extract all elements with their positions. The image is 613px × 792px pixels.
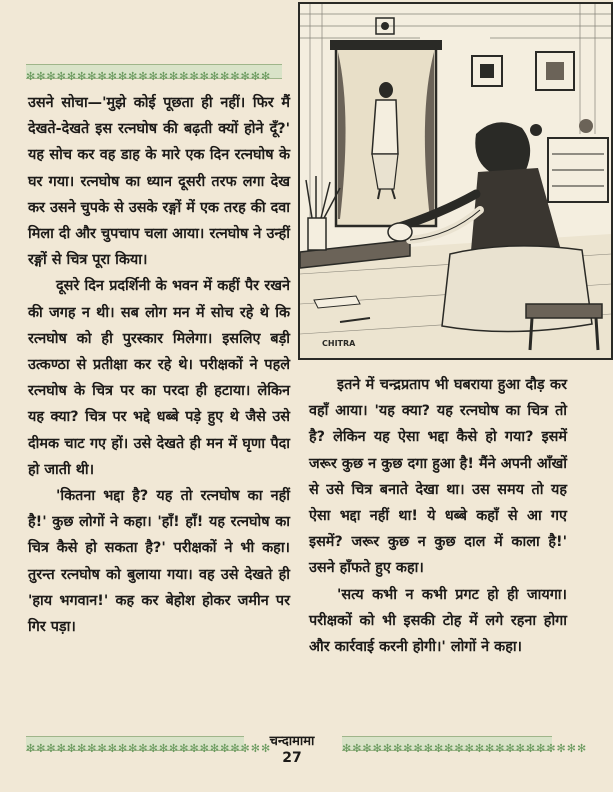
story-paragraph: 'कितना भद्दा है? यह तो रत्नघोष का नहीं है!' कुछ लोगों ने कहा। 'हाँ! हाँ! यह रत्नघोष का चित्र कैसे हो सकता है?' परीक्षकों ने भी कहा। तुरन्त रत्नघोष को बुलाया गया। वह उसे देखते ही 'हाय भगवान!' कह कर बेहोश होकर जमीन पर गिर पड़ा। xyxy=(28,488,290,636)
story-column-right xyxy=(309,372,567,660)
story-paragraph: उसने सोचा—'मुझे कोई पूछता ही नहीं। फिर मैं देखते-देखते इस रत्नघोष की बढ़ती क्यों होने दूँ?' यह सोच कर वह डाह के मारे एक दिन रत्नघोष के घर गया। रत्नघोष का ध्यान दूसरी तरफ लगा देख कर उसने चुपके से उसके रङ्गों में एक तरह की दवा मिला दी और चुपचाप चला आया। रत्नघोष ने उन्हीं रङ्गों से चित्र पूरा किया। xyxy=(28,95,290,269)
illustration-artwork xyxy=(300,4,611,358)
ornament-pattern: ✻✻✻✻✻✻✻✻✻✻✻✻✻✻✻✻✻✻✻✻✻✻✻✻ xyxy=(26,70,272,83)
ornament-band-footer-left xyxy=(26,736,272,755)
story-column-left xyxy=(28,90,290,640)
ornament-pattern: ✻✻✻✻✻✻✻✻✻✻✻✻✻✻✻✻✻✻✻✻✻✻✻✻ xyxy=(342,742,588,755)
ornament-band-top xyxy=(26,64,282,83)
ornament-pattern: ✻✻✻✻✻✻✻✻✻✻✻✻✻✻✻✻✻✻✻✻✻✻✻✻ xyxy=(26,742,272,755)
story-paragraph: इतने में चन्द्रप्रताप भी घबराया हुआ दौड़ कर वहाँ आया। 'यह क्या? यह रत्नघोष का चित्र तो है? लेकिन यह ऐसा भद्दा कैसे हो गया? इसमें जरूर कुछ न कुछ दगा हुआ है! मैंने अपनी आँखों से उसे चित्र बनाते देखा था। उस समय तो यह ऐसा भद्दा नहीं था! ये धब्बे कहाँ से आ गए इसमें? जरूर कुछ न कुछ दाल में काला है!' उसने हाँफते हुए कहा। xyxy=(309,377,567,577)
story-illustration xyxy=(298,2,613,360)
magazine-title: चन्दामामा xyxy=(269,734,315,749)
artist-signature: CHITRA xyxy=(322,339,356,348)
page-number: 27 xyxy=(282,750,302,766)
ornament-band-footer-right xyxy=(342,736,588,755)
story-paragraph: दूसरे दिन प्रदर्शिनी के भवन में कहीं पैर रखने की जगह न थी। सब लोग मन में सोच रहे थे कि रत्नघोष को ही पुरस्कार मिलेगा। इसलिए बड़ी उत्कण्ठा से प्रतीक्षा कर रहे थे। परीक्षकों ने पहले रत्नघोष के चित्र पर का परदा ही हटाया। लेकिन यह क्या? चित्र पर भद्दे धब्बे पड़े हुए थे जैसे उसे दीमक चाट गए हों। उसे देखते ही मन में घृणा पैदा हो जाती थी। xyxy=(28,278,290,478)
story-paragraph: 'सत्य कभी न कभी प्रगट हो ही जायगा। परीक्षकों को भी इसकी टोह में लगे रहना होगा और कार्रवाई करनी होगी।' लोगों ने कहा। xyxy=(309,586,567,656)
